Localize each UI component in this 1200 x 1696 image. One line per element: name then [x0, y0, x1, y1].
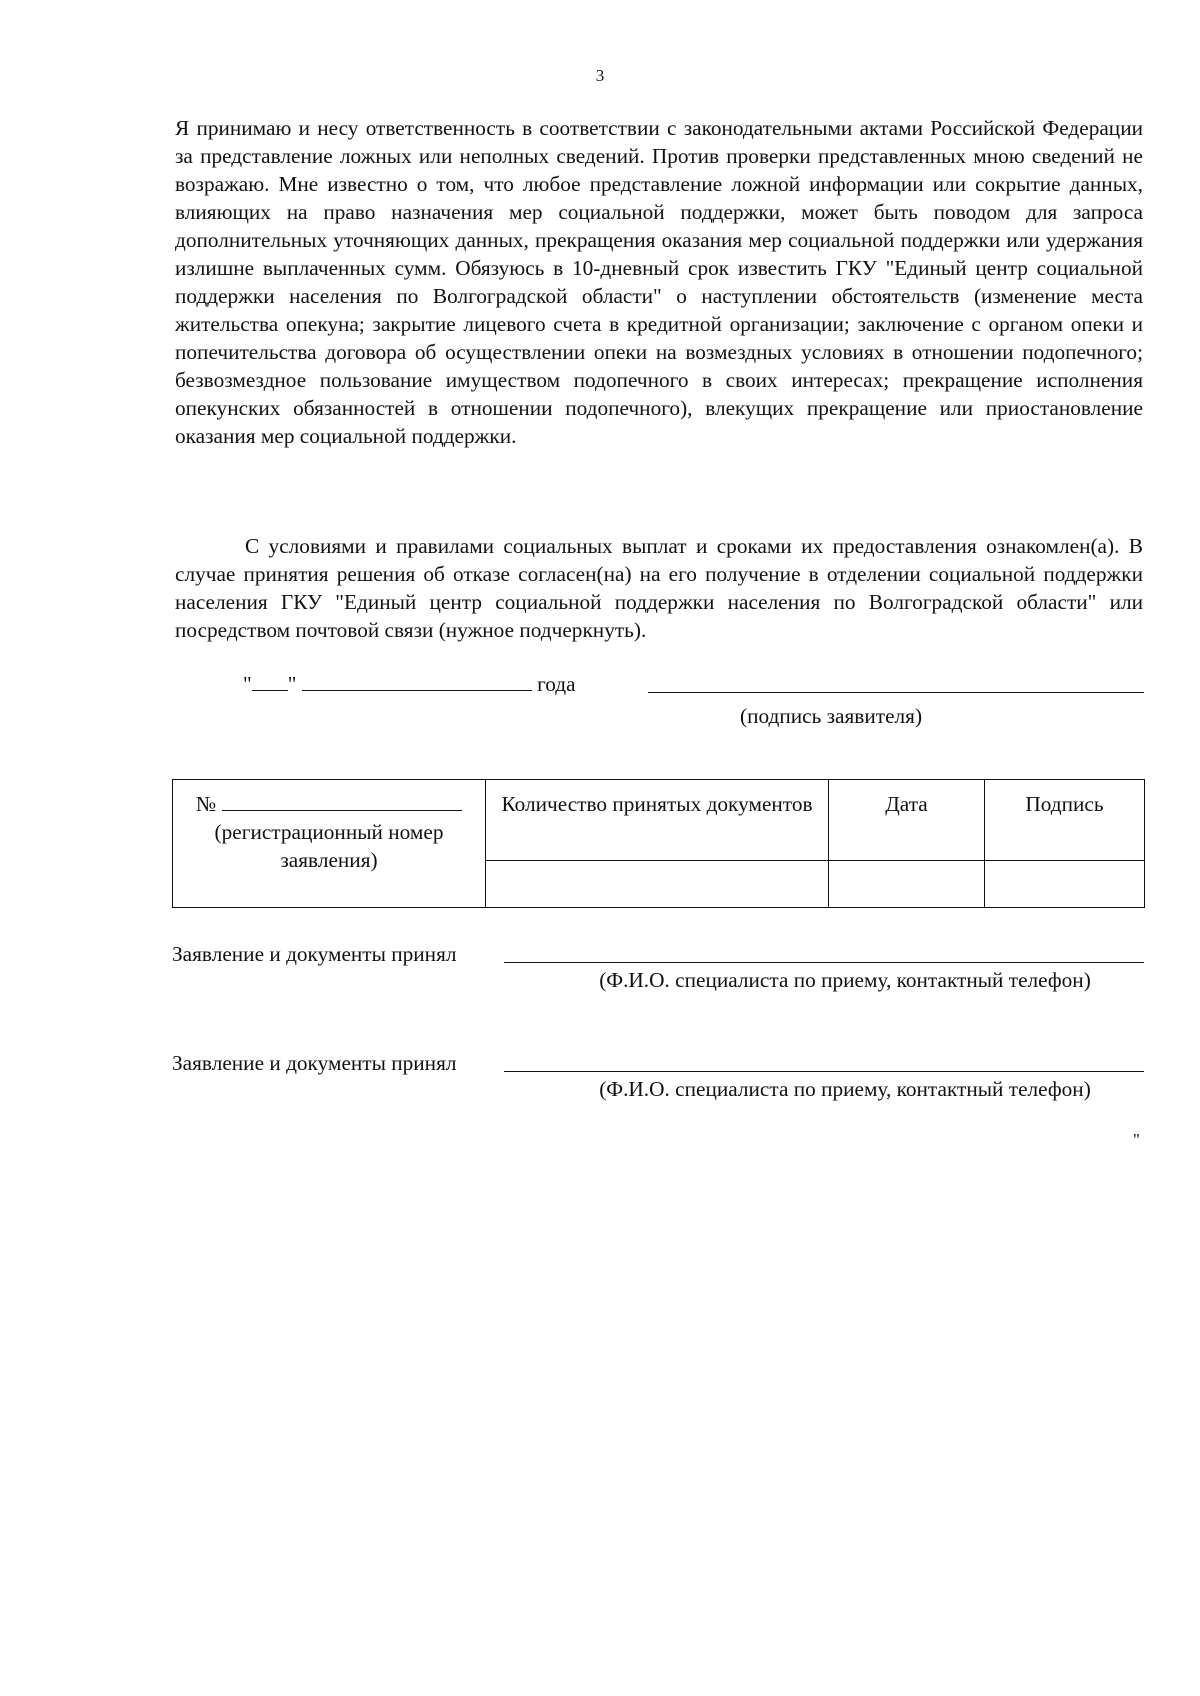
signature-header: Подпись	[985, 780, 1145, 861]
accepted-by-label-1: Заявление и документы принял	[172, 942, 457, 966]
date-open-quote: "	[243, 672, 252, 696]
conditions-paragraph: С условиями и правилами социальных выплат и сроками их предоставления ознакомлен(а). В случае принятия решения об отказе согласен(на) на его получение в отделении социальной поддержки населения ГКУ "Единый центр социальной поддержки населения по Волгоградской области" или посредством почтовой связи (нужное подчеркнуть).	[175, 534, 1143, 642]
closing-quote: "	[1133, 1130, 1140, 1149]
page-number: 3	[595, 66, 605, 85]
accepted-by-line-1[interactable]	[504, 962, 1144, 963]
responsibility-paragraph: Я принимаю и несу ответственность в соответствии с законодательными актами Российской Федерации за представление ложных или неполных сведений. Против проверки представленных мною сведений не возражаю. Мне известно о том, что любое представление ложной информации или сокрытие данных, влияющих на право назначения мер социальной поддержки, может быть поводом для запроса дополнительных уточняющих данных, прекращения оказания мер социальной поддержки или удержания излишне выплаченных сумм. Обязуюсь в 10-дневный срок известить ГКУ "Единый центр социальной поддержки населения по Волгоградской области" о наступлении обстоятельств (изменение места жительства опекуна; закрытие лицевого счета в кредитной организации; заключение с органом опеки и попечительства договора об осуществлении опеки на возмездных условиях в отношении подопечного; безвозмездное пользование имуществом подопечного в своих интересах; прекращение исполнения опекунских обязанностей в отношении подопечного), влекущих прекращение или приостановление оказания мер социальной поддержки.	[175, 116, 1143, 448]
specialist-caption-1: (Ф.И.О. специалиста по приему, контактный телефон)	[599, 968, 1091, 992]
number-sign: №	[195, 792, 217, 816]
accepted-by-line-2[interactable]	[504, 1071, 1144, 1072]
docs-count-cell[interactable]	[486, 861, 829, 908]
date-close-quote: "	[287, 672, 297, 696]
month-blank[interactable]	[302, 670, 532, 691]
day-blank[interactable]	[252, 670, 288, 691]
specialist-caption-2: (Ф.И.О. специалиста по приему, контактный телефон)	[599, 1077, 1091, 1101]
docs-count-header: Количество принятых документов	[486, 780, 829, 861]
reg-number-cell	[173, 780, 486, 908]
accepted-by-label-2: Заявление и документы принял	[172, 1051, 457, 1075]
date-header: Дата	[829, 780, 985, 861]
year-word: года	[537, 672, 576, 696]
reg-number-blank[interactable]	[222, 790, 462, 811]
applicant-signature-line[interactable]	[648, 692, 1144, 693]
applicant-signature-caption: (подпись заявителя)	[740, 704, 923, 728]
date-cell[interactable]	[829, 861, 985, 908]
signature-cell[interactable]	[985, 861, 1145, 908]
reg-number-caption: (регистрационный номер заявления)	[214, 820, 444, 872]
registration-table	[172, 779, 1145, 908]
date-line	[243, 670, 576, 698]
